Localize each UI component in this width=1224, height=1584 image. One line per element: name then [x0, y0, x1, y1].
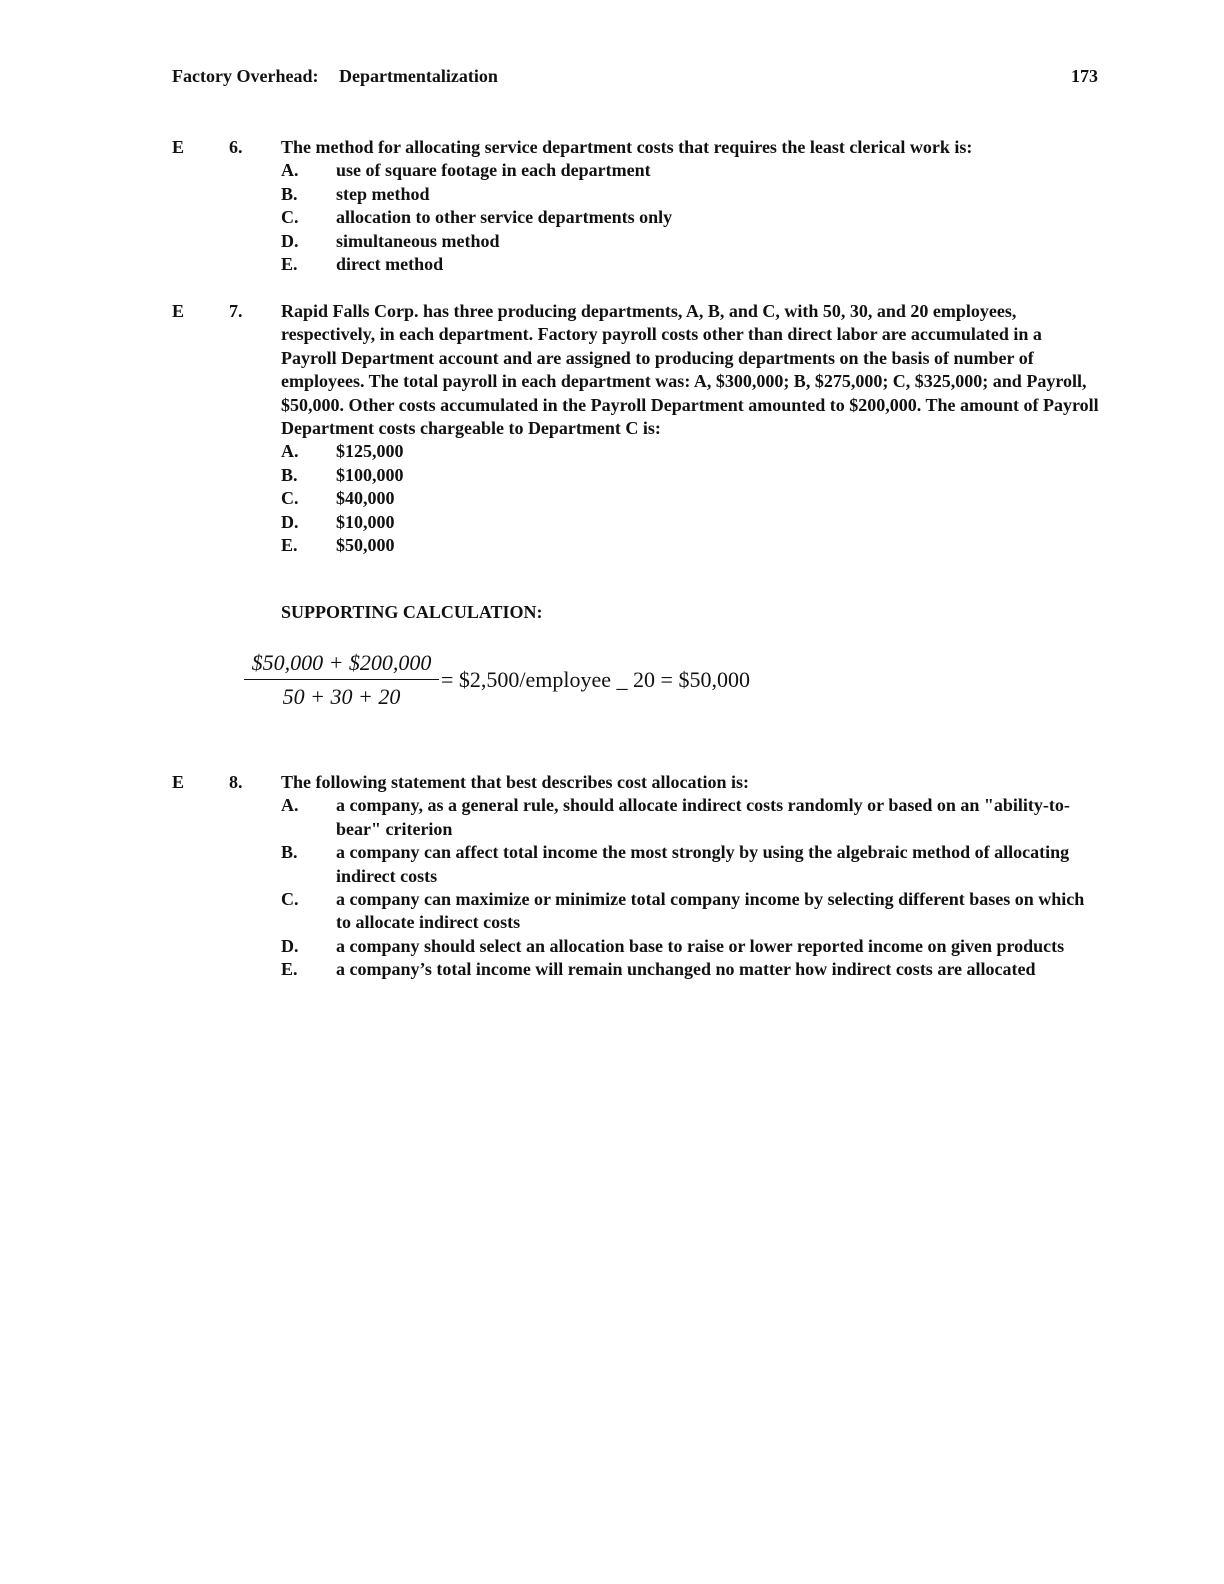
question-8 [172, 771, 1102, 982]
option-text: a company should select an allocation base to raise or lower reported income on given products [336, 935, 1065, 956]
option-letter: C. [281, 207, 299, 228]
question-7 [172, 300, 1102, 557]
answer-option-e [281, 253, 1102, 276]
option-letter: D. [281, 511, 299, 532]
formula-denominator: 50 + 30 + 20 [282, 684, 401, 709]
option-text: a company, as a general rule, should allocate indirect costs randomly or based on an "ability-to-bear" criterion [336, 795, 1070, 839]
option-text: $125,000 [336, 441, 404, 462]
option-text: step method [336, 183, 430, 204]
question-stem: Rapid Falls Corp. has three producing departments, A, B, and C, with 50, 30, and 20 employees, respectively, in each department. Factory payroll costs other than direct labor are accumulated in a Payroll Department account and are assigned to producing departments on the basis of number of employees. The total payroll in each department was: A, $300,000; B, $275,000; C, $325,000; and Payroll, $50,000. Other costs accumulated in the Payroll Department amounted to $200,000. The amount of Payroll Department costs chargeable to Department C is: [281, 301, 1099, 439]
option-letter: A. [281, 441, 299, 462]
page-number: 173 [1071, 66, 1098, 86]
question-body [281, 136, 1102, 276]
option-letter: C. [281, 488, 299, 509]
question-stem: The method for allocating service department costs that requires the least clerical work is: [281, 137, 973, 157]
chapter-subtitle: Departmentalization [338, 66, 498, 86]
option-text: $10,000 [336, 511, 395, 532]
supporting-calculation-label: SUPPORTING CALCULATION: [281, 602, 543, 622]
question-stem: The following statement that best describes cost allocation is: [281, 772, 749, 792]
answer-option-d [281, 230, 1102, 253]
option-letter: A. [281, 795, 299, 816]
formula-fraction [244, 650, 439, 710]
chapter-title: Factory Overhead: [172, 66, 319, 86]
answer-option-e [281, 958, 1102, 981]
question-6 [172, 136, 1102, 276]
option-text: a company’s total income will remain unchanged no matter how indirect costs are allocated [336, 959, 1036, 980]
answer-option-d [281, 935, 1102, 958]
answer-option-e [281, 534, 1102, 557]
option-letter: C. [281, 889, 299, 910]
option-letter: B. [281, 842, 298, 863]
formula-numerator: $50,000 + $200,000 [251, 650, 432, 675]
formula-result: = $2,500/employee _ 20 = $50,000 [441, 667, 750, 692]
option-letter: B. [281, 183, 298, 204]
answer-option-a [281, 159, 1102, 182]
answer-option-d [281, 511, 1102, 534]
option-letter: E. [281, 254, 298, 275]
fraction-bar [244, 679, 439, 680]
question-body [281, 300, 1102, 557]
answer-option-b [281, 183, 1102, 206]
answer-option-b [281, 464, 1102, 487]
question-number: 7. [229, 301, 243, 321]
option-letter: D. [281, 935, 299, 956]
option-text: a company can affect total income the most strongly by using the algebraic method of allocating indirect costs [336, 842, 1070, 886]
answer-option-c [281, 206, 1102, 229]
option-text: $40,000 [336, 488, 395, 509]
answer-option-c [281, 888, 1102, 935]
option-letter: D. [281, 230, 299, 251]
page-header [172, 66, 1098, 90]
option-letter: B. [281, 464, 298, 485]
question-body [281, 771, 1102, 982]
option-letter: E. [281, 535, 298, 556]
difficulty-label: E [172, 137, 185, 157]
answer-option-b [281, 841, 1102, 888]
answer-options [281, 440, 1102, 557]
difficulty-label: E [172, 772, 185, 792]
question-number: 8. [229, 772, 243, 792]
option-text: direct method [336, 254, 444, 275]
answer-option-a [281, 794, 1102, 841]
option-text: allocation to other service departments only [336, 207, 673, 228]
option-text: $50,000 [336, 535, 395, 556]
option-text: a company can maximize or minimize total company income by selecting different bases on which to allocate indirect costs [336, 889, 1085, 933]
answer-options [281, 794, 1102, 981]
answer-option-c [281, 487, 1102, 510]
difficulty-label: E [172, 301, 185, 321]
option-text: use of square footage in each department [336, 160, 651, 181]
option-letter: A. [281, 160, 299, 181]
option-text: simultaneous method [336, 230, 500, 251]
answer-option-a [281, 440, 1102, 463]
answer-options [281, 159, 1102, 276]
option-text: $100,000 [336, 464, 404, 485]
question-number: 6. [229, 137, 243, 157]
header-title [172, 66, 498, 87]
option-letter: E. [281, 959, 298, 980]
